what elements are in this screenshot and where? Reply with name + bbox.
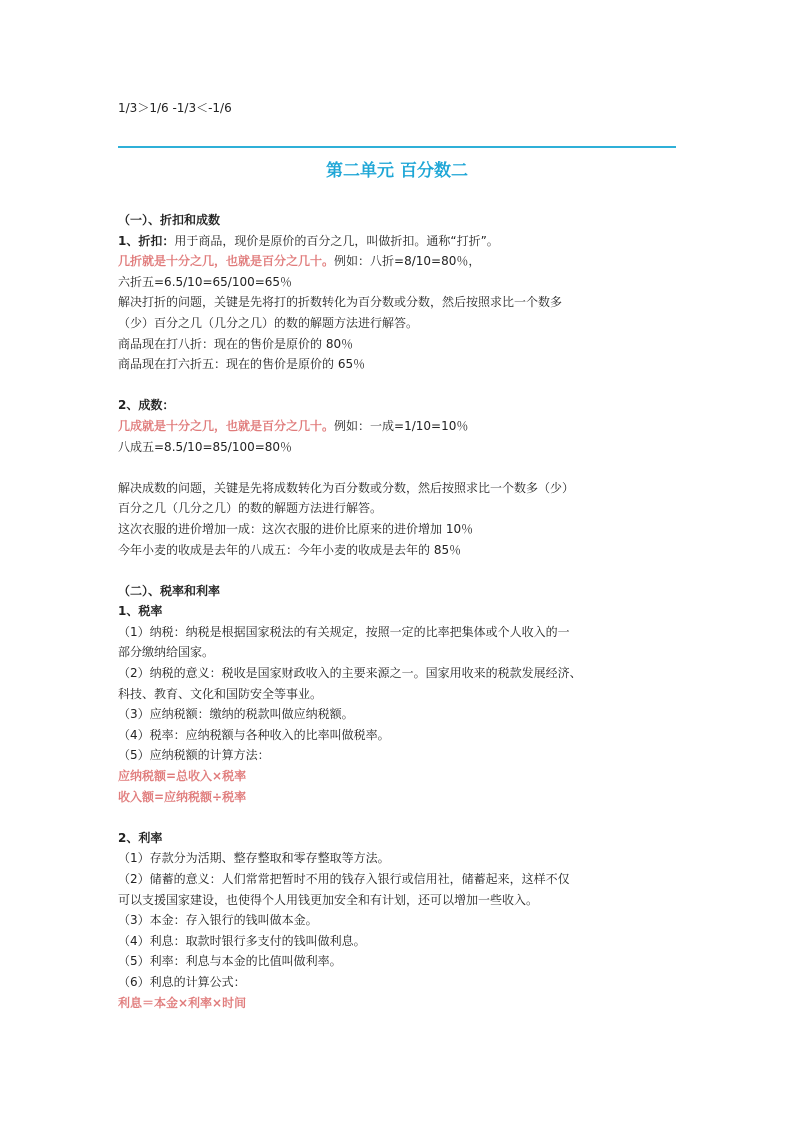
paragraph: 可以支援国家建设，也使得个人用钱更加安全和有计划，还可以增加一些收入。 [118,892,539,907]
document-body [118,210,678,1013]
spacer [118,807,678,828]
term-label: 1、折扣： [118,233,175,248]
paragraph: 商品现在打八折：现在的售价是原价的 80％ [118,336,354,351]
paragraph: （2）储蓄的意义：人们常常把暂时不用的钱存入银行或信用社，储蓄起来，这样不仅 [118,872,570,886]
section-heading-discount: （一）、折扣和成数 [118,213,221,227]
paragraph: （4）利息：取款时银行多支付的钱叫做利息。 [118,933,366,948]
paragraph: （3）应纳税额：缴纳的税款叫做应纳税额。 [118,707,354,722]
highlight-text: 几成就是十分之几，也就是百分之几十。 [118,418,335,433]
paragraph: （4）税率：应纳税额与各种收入的比率叫做税率。 [118,727,390,742]
inequality-line: 1/3＞1/6 -1/3＜-1/6 [118,101,232,115]
formula: 应纳税额=总收入×税率 [118,769,247,784]
paragraph: 科技、教育、文化和国防安全等事业。 [118,686,323,701]
paragraph: （5）利率：利息与本金的比值叫做利率。 [118,954,342,969]
paragraph: 商品现在打六折五：现在的售价是原价的 65％ [118,357,366,372]
spacer [118,457,678,478]
paragraph [118,231,678,252]
paragraph: （2）纳税的意义：税收是国家财政收入的主要来源之一。国家用收来的税款发展经济、 [118,666,582,681]
paragraph-text: 用于商品，现价是原价的百分之几，叫做折扣。通称“打折”。 [174,233,499,248]
spacer [118,560,678,581]
paragraph: 解决打折的问题，关键是先将打的折数转化为百分数或分数，然后按照求比一个数多 [118,295,563,310]
term-label: 2、成数： [118,398,175,413]
spacer [118,375,678,396]
term-label: 2、利率 [118,830,163,845]
paragraph-text: 例如：八折=8/10=80％， [334,254,481,269]
paragraph: 今年小麦的收成是去年的八成五：今年小麦的收成是去年的 85％ [118,542,462,557]
paragraph: 解决成数的问题，关键是先将成数转化为百分数或分数，然后按照求比一个数多（少） [118,480,575,495]
paragraph: （1）存款分为活期、整存整取和零存整取等方法。 [118,851,390,866]
paragraph [118,251,678,272]
section-heading-tax-interest: （二）、税率和利率 [118,583,221,598]
paragraph: 八成五=8.5/10=85/100=80％ [118,439,293,454]
title-divider [118,146,676,148]
highlight-text: 几折就是十分之几，也就是百分之几十。 [118,254,335,269]
formula: 收入额=应纳税额÷税率 [118,789,247,804]
paragraph: （1）纳税：纳税是根据国家税法的有关规定，按照一定的比率把集体或个人收入的一 [118,624,570,639]
paragraph: 六折五=6.5/10=65/100=65％ [118,274,293,289]
formula: 利息＝本金×利率×时间 [118,995,247,1010]
paragraph: （3）本金：存入银行的钱叫做本金。 [118,913,318,928]
paragraph: 部分缴纳给国家。 [118,645,215,660]
paragraph: 百分之几（几分之几）的数的解题方法进行解答。 [118,501,383,516]
paragraph: （少）百分之几（几分之几）的数的解题方法进行解答。 [118,315,419,330]
unit-title: 第二单元 百分数二 [326,161,468,181]
paragraph: （6）利息的计算公式： [118,974,246,989]
paragraph-text: 例如：一成=1/10=10％ [334,418,469,433]
paragraph: （5）应纳税额的计算方法： [118,748,270,763]
term-label: 1、税率 [118,604,163,619]
paragraph [118,416,678,437]
paragraph: 这次衣服的进价增加一成：这次衣服的进价比原来的进价增加 10％ [118,521,474,536]
